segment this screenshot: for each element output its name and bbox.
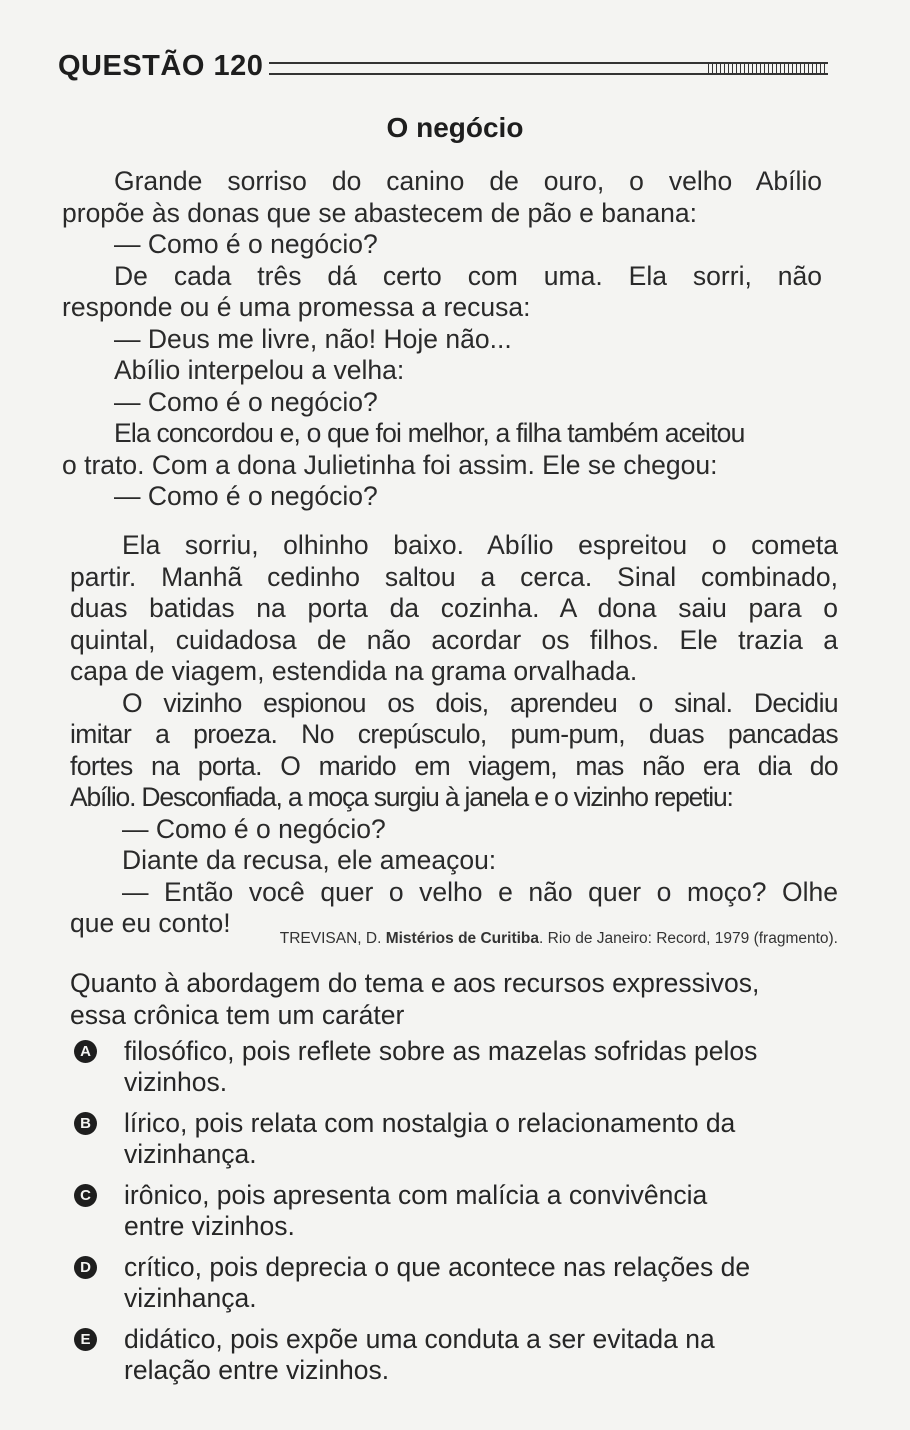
text-line: Ela concordou e, o que foi melhor, a filha também aceitou (114, 418, 745, 448)
dialogue-line: — Como é o negócio? (114, 481, 378, 511)
text-line: De cada três dá certo com uma. Ela sorri, não (114, 260, 822, 291)
alternative-d[interactable] (70, 1252, 840, 1314)
citation-rest: . Rio de Janeiro: Record, 1979 (fragmento). (539, 930, 838, 947)
question-line: Quanto à abordagem do tema e aos recursos expressivos, (70, 968, 760, 998)
citation-work: Mistérios de Curitiba (385, 930, 540, 947)
text-line: partir. Manhã cedinho saltou a cerca. Sinal combinado, (70, 561, 838, 592)
alternative-e[interactable] (70, 1324, 840, 1386)
text-line: Abílio interpelou a velha: (114, 355, 405, 385)
dialogue-line: — Como é o negócio? (114, 229, 378, 259)
citation-author: TREVISAN, D. (279, 930, 382, 947)
alternative-line: entre vizinhos. (124, 1211, 295, 1241)
alternative-line: irônico, pois apresenta com malícia a convivência (124, 1180, 708, 1210)
source-citation (280, 930, 838, 948)
dialogue-line: — Como é o negócio? (114, 386, 378, 417)
alternative-line: crítico, pois deprecia o que acontece nas relações de (124, 1252, 751, 1282)
text-block-1 (62, 166, 822, 513)
option-e-badge: E (74, 1328, 97, 1351)
alternative-line: vizinhança. (124, 1139, 257, 1169)
text-line: duas batidas na porta da cozinha. A dona saiu para o (70, 593, 838, 623)
header-rule (269, 62, 828, 75)
text-line: fortes na porta. O marido em viagem, mas não era dia do (70, 750, 838, 781)
text-line: responde ou é uma promessa a recusa: (62, 292, 531, 322)
alternative-line: vizinhos. (124, 1067, 228, 1097)
text-line: que eu conto! (70, 908, 231, 938)
dialogue-line: — Como é o negócio? (122, 813, 386, 844)
question-header (58, 46, 828, 86)
text-title: O negócio (386, 112, 524, 143)
option-a-badge: A (74, 1040, 97, 1063)
text-line: capa de viagem, estendida na grama orvalhada. (70, 656, 638, 686)
alternatives-list (70, 1036, 840, 1396)
text-block-2 (70, 530, 838, 940)
text-line: Grande sorriso do canino de ouro, o velho Abílio (114, 166, 822, 196)
alternative-line: vizinhança. (124, 1283, 257, 1313)
text-line: Diante da recusa, ele ameaçou: (122, 845, 497, 875)
alternative-line: relação entre vizinhos. (124, 1355, 390, 1385)
alternative-b[interactable] (70, 1108, 840, 1170)
option-d-badge: D (74, 1256, 97, 1279)
alternative-c[interactable] (70, 1180, 840, 1242)
text-line: quintal, cuidadosa de não acordar os filhos. Ele trazia a (70, 624, 838, 655)
alternative-line: filosófico, pois reflete sobre as mazelas sofridas pelos (124, 1036, 758, 1066)
question-stem (70, 968, 840, 1031)
option-b-badge: B (74, 1112, 97, 1135)
question-line: essa crônica tem um caráter (70, 999, 405, 1030)
text-line: propõe às donas que se abastecem de pão e banana: (62, 197, 698, 228)
text-line: Ela sorriu, olhinho baixo. Abílio espreitou o cometa (122, 530, 838, 560)
question-number: QUESTÃO 120 (58, 49, 264, 82)
alternative-line: lírico, pois relata com nostalgia o relacionamento da (124, 1108, 736, 1138)
dialogue-line: — Então você quer o velho e não quer o moço? Olhe (122, 876, 838, 907)
text-line: o trato. Com a dona Julietinha foi assim. Ele se chegou: (62, 449, 718, 480)
text-line: O vizinho espionou os dois, aprendeu o sinal. Decidiu (122, 687, 838, 718)
option-c-badge: C (74, 1184, 97, 1207)
text-line: imitar a proeza. No crepúsculo, pum-pum, duas pancadas (70, 719, 838, 749)
alternative-line: didático, pois expõe uma conduta a ser evitada na (124, 1324, 715, 1354)
dialogue-line: — Deus me livre, não! Hoje não... (114, 323, 512, 354)
text-line: Abílio. Desconfiada, a moça surgiu à janela e o vizinho repetiu: (70, 782, 733, 812)
alternative-a[interactable] (70, 1036, 840, 1098)
